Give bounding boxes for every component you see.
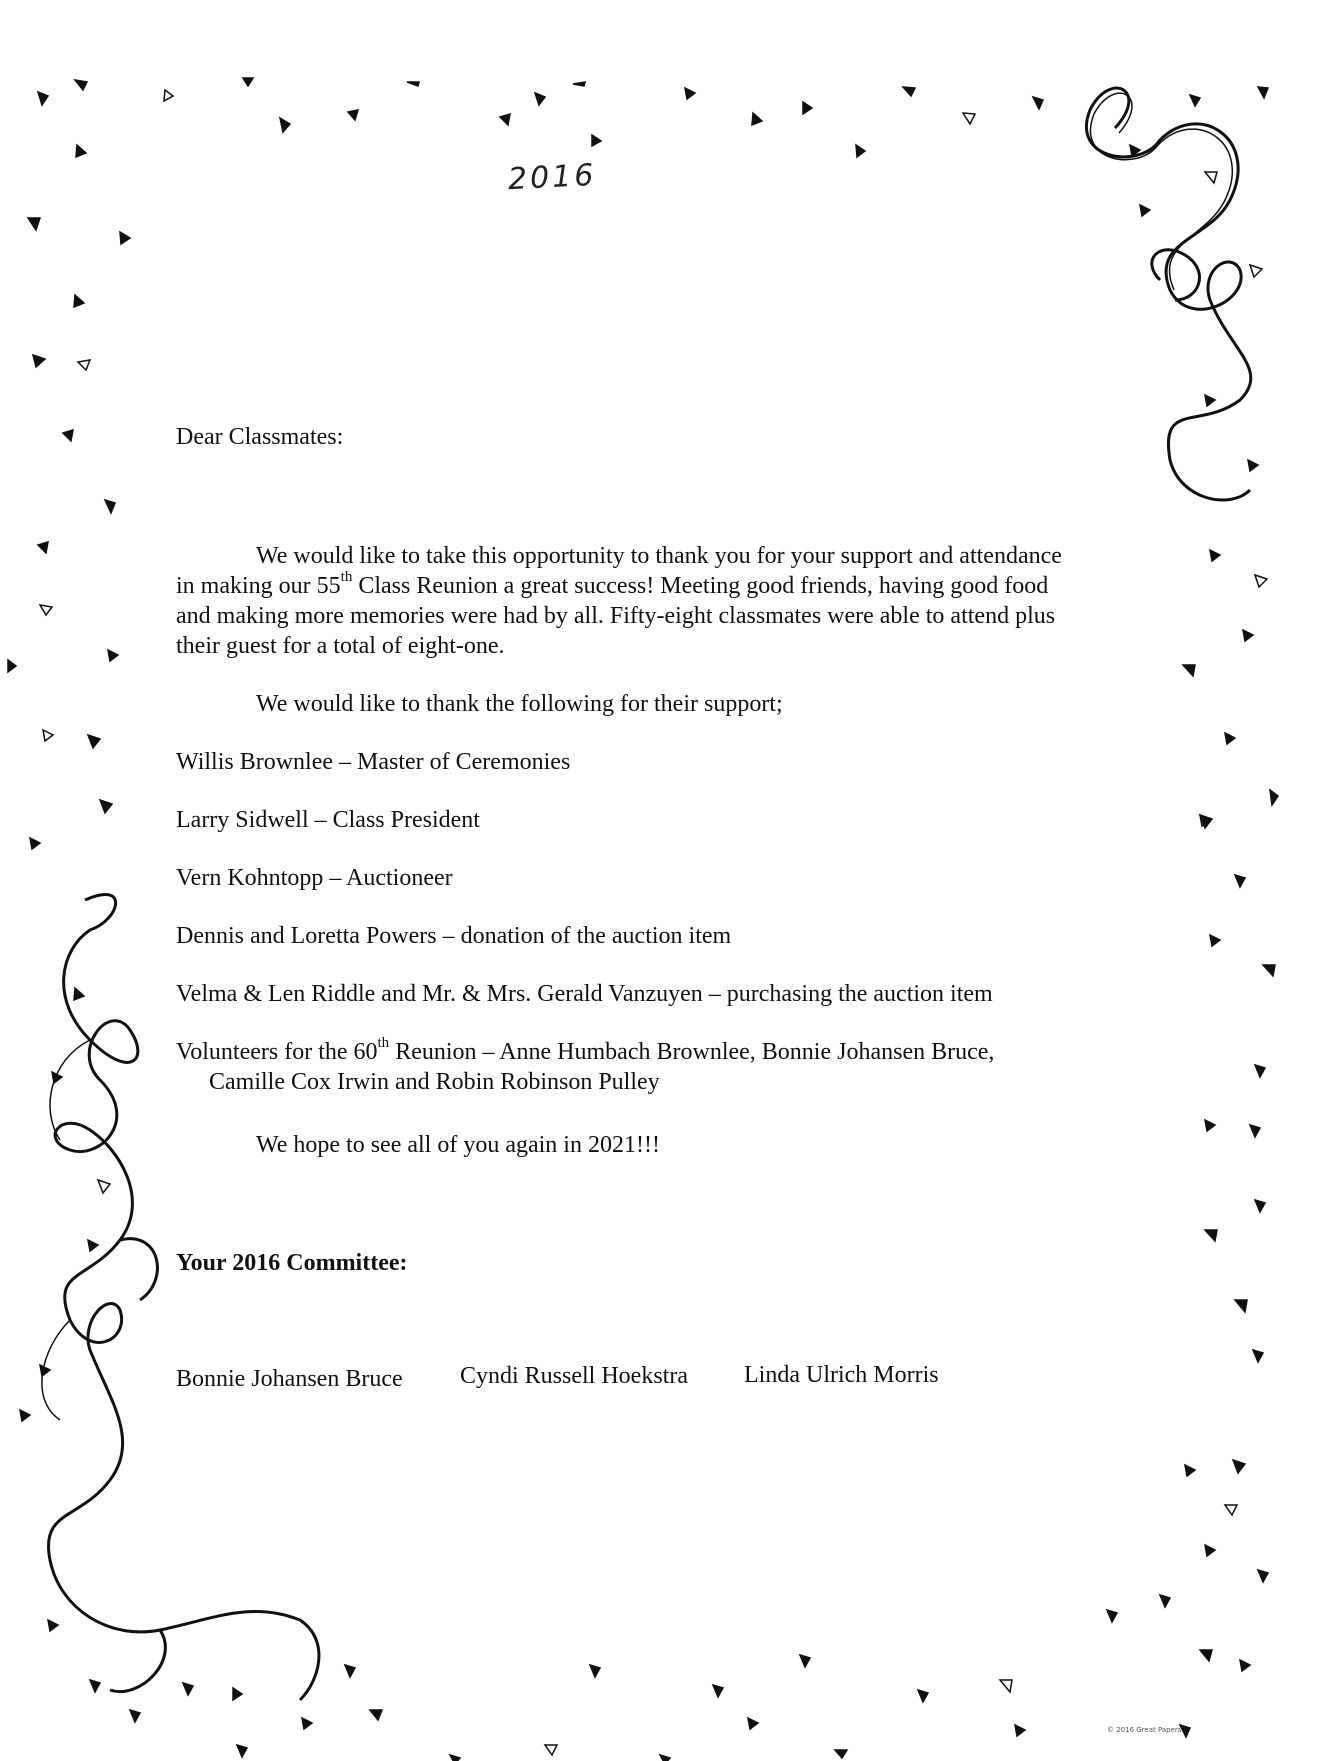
volunteers-part1: Volunteers for the 60 (176, 1039, 378, 1065)
streamer-top-right (1086, 88, 1250, 500)
thanks-list (176, 747, 1076, 1097)
paragraph-support-intro: We would like to thank the following for their support; (256, 691, 783, 717)
paragraph-thank-you (176, 541, 1076, 661)
salutation: Dear Classmates: (176, 424, 344, 450)
volunteers-part2: Reunion – Anne Humbach Brownlee, Bonnie Johansen Bruce, (389, 1039, 995, 1065)
thanks-item-purchase: Velma & Len Riddle and Mr. & Mrs. Gerald Vanzuyen – purchasing the auction item (176, 981, 993, 1007)
volunteers-ordinal-suffix: th (377, 1035, 390, 1051)
volunteers-line1 (176, 1037, 1076, 1067)
ordinal-suffix: th (340, 569, 353, 585)
committee-member-3: Linda Ulrich Morris (744, 1362, 939, 1388)
footer-copyright-mark: © 2016 Great Papers (1107, 1726, 1182, 1734)
thanks-item-donation: Dennis and Loretta Powers – donation of the auction item (176, 923, 732, 949)
thanks-item-auctioneer: Vern Kohntopp – Auctioneer (176, 865, 453, 891)
volunteers-line2: Camille Cox Irwin and Robin Robinson Pulley (209, 1069, 660, 1095)
handwritten-year: 2016 (507, 157, 598, 198)
committee-member-2: Cyndi Russell Hoekstra (460, 1363, 688, 1389)
paragraph-thank-you-part1: We would like to take this opportunity to thank you for your support and attendance in making our 55 (176, 543, 1062, 599)
closing-line: We hope to see all of you again in 2021!!! (256, 1132, 660, 1158)
paragraph-thank-you-part2: Class Reunion a great success! Meeting good friends, having good food and making more memories were had by all. Fifty-eight classmates were able to attend plus their guest for a total of eight-one. (176, 573, 1056, 659)
thanks-item-president: Larry Sidwell – Class President (176, 807, 480, 833)
committee-member-1: Bonnie Johansen Bruce (176, 1366, 403, 1392)
thanks-item-volunteers (176, 1037, 1076, 1097)
thanks-item-mc: Willis Brownlee – Master of Ceremonies (176, 749, 571, 775)
committee-title: Your 2016 Committee: (176, 1250, 408, 1276)
